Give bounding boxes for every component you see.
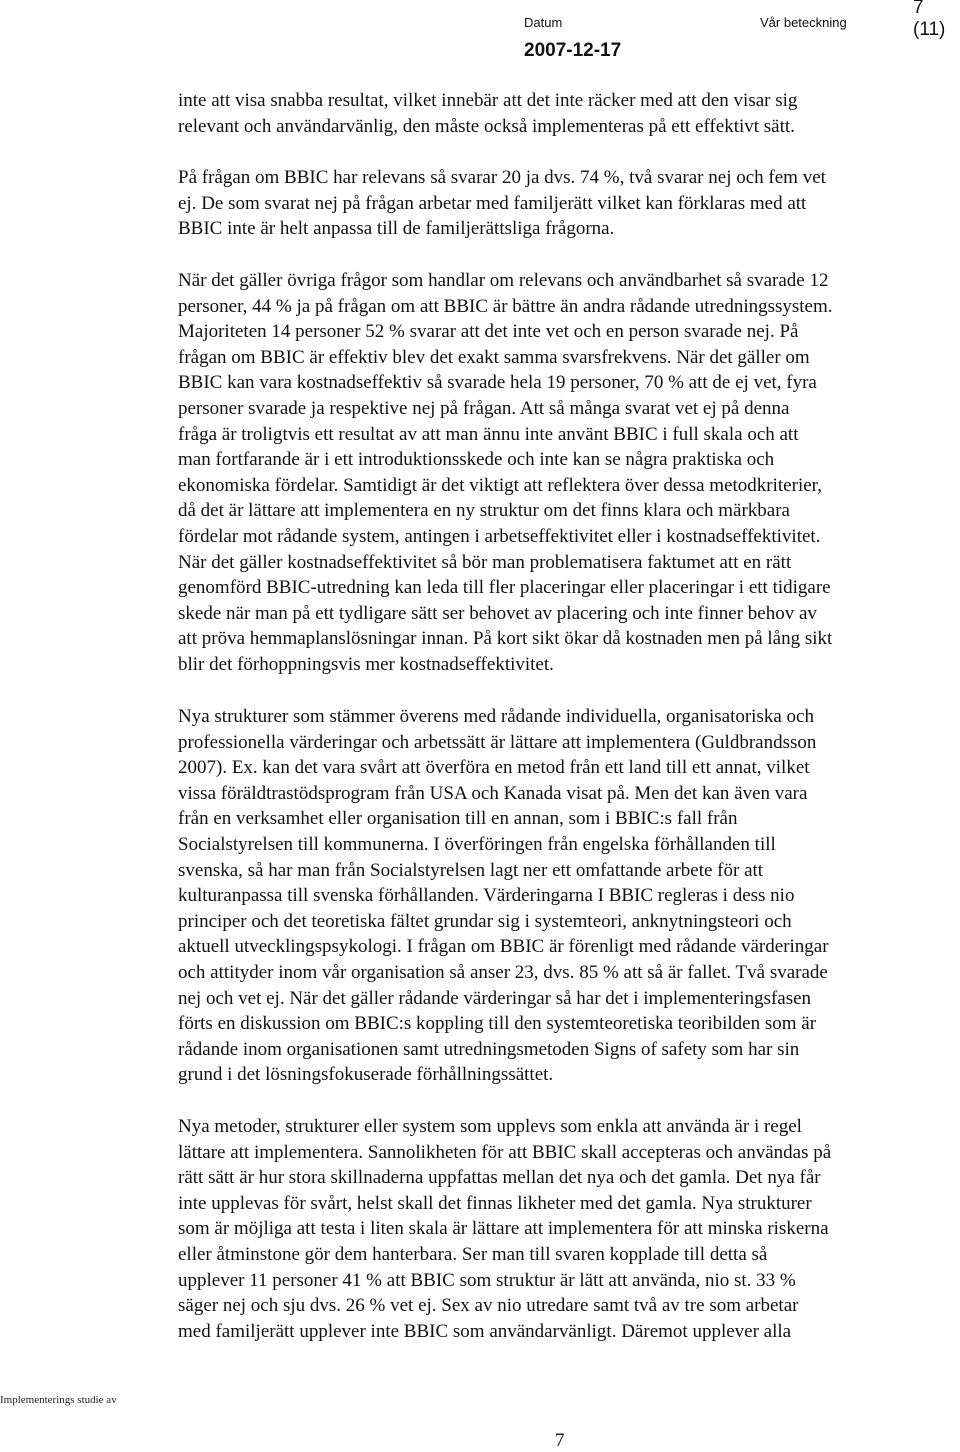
paragraph-1 [178, 88, 948, 139]
text-line: frågan om BBIC är effektiv blev det exakt samma svarsfrekvens. När det gäller om [178, 346, 810, 368]
text-line: På frågan om BBIC har relevans så svarar 20 ja dvs. 74 %, två svarar nej och fem vet [178, 167, 826, 188]
text-line: då det är lättare att implementera en ny struktur om det finns klara och märkbara [178, 500, 790, 522]
header-reference-label: Vår beteckning [760, 15, 847, 30]
text-line: skede när man på ett tydligare sätt ser behovet av placering och inte finner behov av [178, 602, 817, 624]
text-line: svenska, så har man från Socialstyrelsen lagt ner ett omfattande arbete för att [178, 859, 764, 881]
text-line: man fortfarande är i ett introduktionsskede och inte kan se några praktiska och [178, 449, 775, 471]
text-line: lättare att implementera. Sannolikheten för att BBIC skall accepteras och användas på [178, 1141, 832, 1163]
text-line: BBIC inte är helt anpassa till de familjerättsliga frågorna. [178, 218, 615, 240]
text-line: relevant och användarvänlig, den måste också implementeras på ett effektivt sätt. [178, 115, 795, 137]
text-line: professionella värderingar och arbetssätt är lättare att implementera (Guldbrandsson [178, 731, 817, 753]
text-line: vissa föräldtrastödsprogram från USA och Kanada visat på. Men det kan även vara [178, 782, 808, 804]
text-line: principer och det teoretiska fältet grundar sig i systemteori, anknytningsteori och [178, 910, 792, 932]
text-line: BBIC kan vara kostnadseffektiv så svarade hela 19 personer, 70 % att de ej vet, fyra [178, 372, 817, 394]
text-line: rådande inom organisationen samt utredningsmetoden Signs of safety som har sin [178, 1038, 800, 1060]
text-line: nej och vet ej. När det gäller rådande värderingar så har det i implementeringsfasen [178, 987, 812, 1009]
text-line: att pröva hemmaplanslösningar innan. På kort sikt ökar då kostnaden men på lång sikt [178, 628, 833, 650]
text-line: eller åtminstone gör dem hanterbara. Ser man till svaren kopplade till detta så [178, 1243, 768, 1265]
text-line: genomförd BBIC-utredning kan leda till fler placeringar eller placeringar i ett tidigare [178, 577, 831, 599]
text-line: fråga är troligtvis ett resultat av att man ännu inte använt BBIC i full skala och att [178, 423, 799, 445]
text-line: inte att visa snabba resultat, vilket innebär att det inte räcker med att den visar sig [178, 90, 798, 111]
footer-label: Implementerings studie av [0, 1394, 117, 1406]
text-line: När det gäller kostnadseffektivitet så bör man problematisera faktumet att en rätt [178, 551, 792, 573]
text-line: kulturanpassa till svenska förhållanden. Värderingarna I BBIC regleras i dess nio [178, 885, 795, 907]
text-line: blir det förhoppningsvis mer kostnadseffektivitet. [178, 653, 554, 675]
text-line: När det gäller övriga frågor som handlar om relevans och användbarhet så svarade 12 [178, 270, 829, 291]
paragraph-5 [178, 1114, 948, 1344]
footer-page-number: 7 [555, 1430, 565, 1451]
header-page-indicator: 7 (11) [913, 0, 946, 40]
text-line: med familjerätt upplever inte BBIC som användarvänligt. Däremot upplever alla [178, 1320, 792, 1342]
text-line: förts en diskussion om BBIC:s koppling till den systemteoretiska teoribilden som är [178, 1013, 817, 1035]
text-line: Nya strukturer som stämmer överens med rådande individuella, organisatoriska och [178, 706, 814, 727]
text-line: personer, 44 % ja på frågan om att BBIC är bättre än andra rådande utredningssystem. [178, 295, 833, 317]
paragraph-2 [178, 165, 948, 242]
text-line: Nya metoder, strukturer eller system som upplevs som enkla att använda är i regel [178, 1116, 802, 1137]
header-date: 2007-12-17 [524, 40, 622, 61]
text-line: och attityder inom vår organisation så anser 23, dvs. 85 % att så är fallet. Två svarade [178, 961, 828, 983]
text-line: Majoriteten 14 personer 52 % svarar att det inte vet och en person svarade nej. På [178, 321, 799, 343]
text-line: fördelar mot rådande system, antingen i arbetseffektivitet eller i kostnadseffektivitet. [178, 525, 821, 547]
header-datum-label: Datum [524, 15, 563, 30]
text-line: personer svarade ja respektive nej på frågan. Att så många svarat vet ej på denna [178, 397, 790, 419]
text-line: Socialstyrelsen till kommunerna. I överföringen från engelska förhållanden till [178, 833, 776, 855]
text-line: grund i det lösningsfokuserade förhållningssättet. [178, 1064, 554, 1086]
text-line: som är möjliga att testa i liten skala är lättare att implementera för att minska riskerna [178, 1218, 829, 1240]
paragraph-4 [178, 704, 948, 1088]
text-line: inte upplevas för svårt, helst skall det finnas likheter med det gamla. Nya strukturer [178, 1192, 812, 1214]
text-line: aktuell utvecklingspsykologi. I frågan om BBIC är förenligt med rådande värderingar [178, 936, 829, 958]
text-line: säger nej och sju dvs. 26 % vet ej. Sex av nio utredare samt två av tre som arbetar [178, 1295, 799, 1317]
text-line: 2007). Ex. kan det vara svårt att överföra en metod från ett land till ett annat, vilket [178, 757, 810, 779]
text-line: ej. De som svarat nej på frågan arbetar med familjerätt vilket kan förklaras med att [178, 192, 807, 214]
text-line: rätt sätt är hur stora skillnaderna uppfattas mellan det nya och det gamla. Det nya får [178, 1167, 821, 1189]
text-line: upplever 11 personer 41 % att BBIC som struktur är lätt att använda, nio st. 33 % [178, 1269, 796, 1291]
paragraph-3 [178, 268, 948, 678]
text-line: ekonomiska fördelar. Samtidigt är det viktigt att reflektera över dessa metodkriterier, [178, 474, 822, 496]
text-line: från en verksamhet eller organisation till en annan, som i BBIC:s fall från [178, 808, 738, 830]
